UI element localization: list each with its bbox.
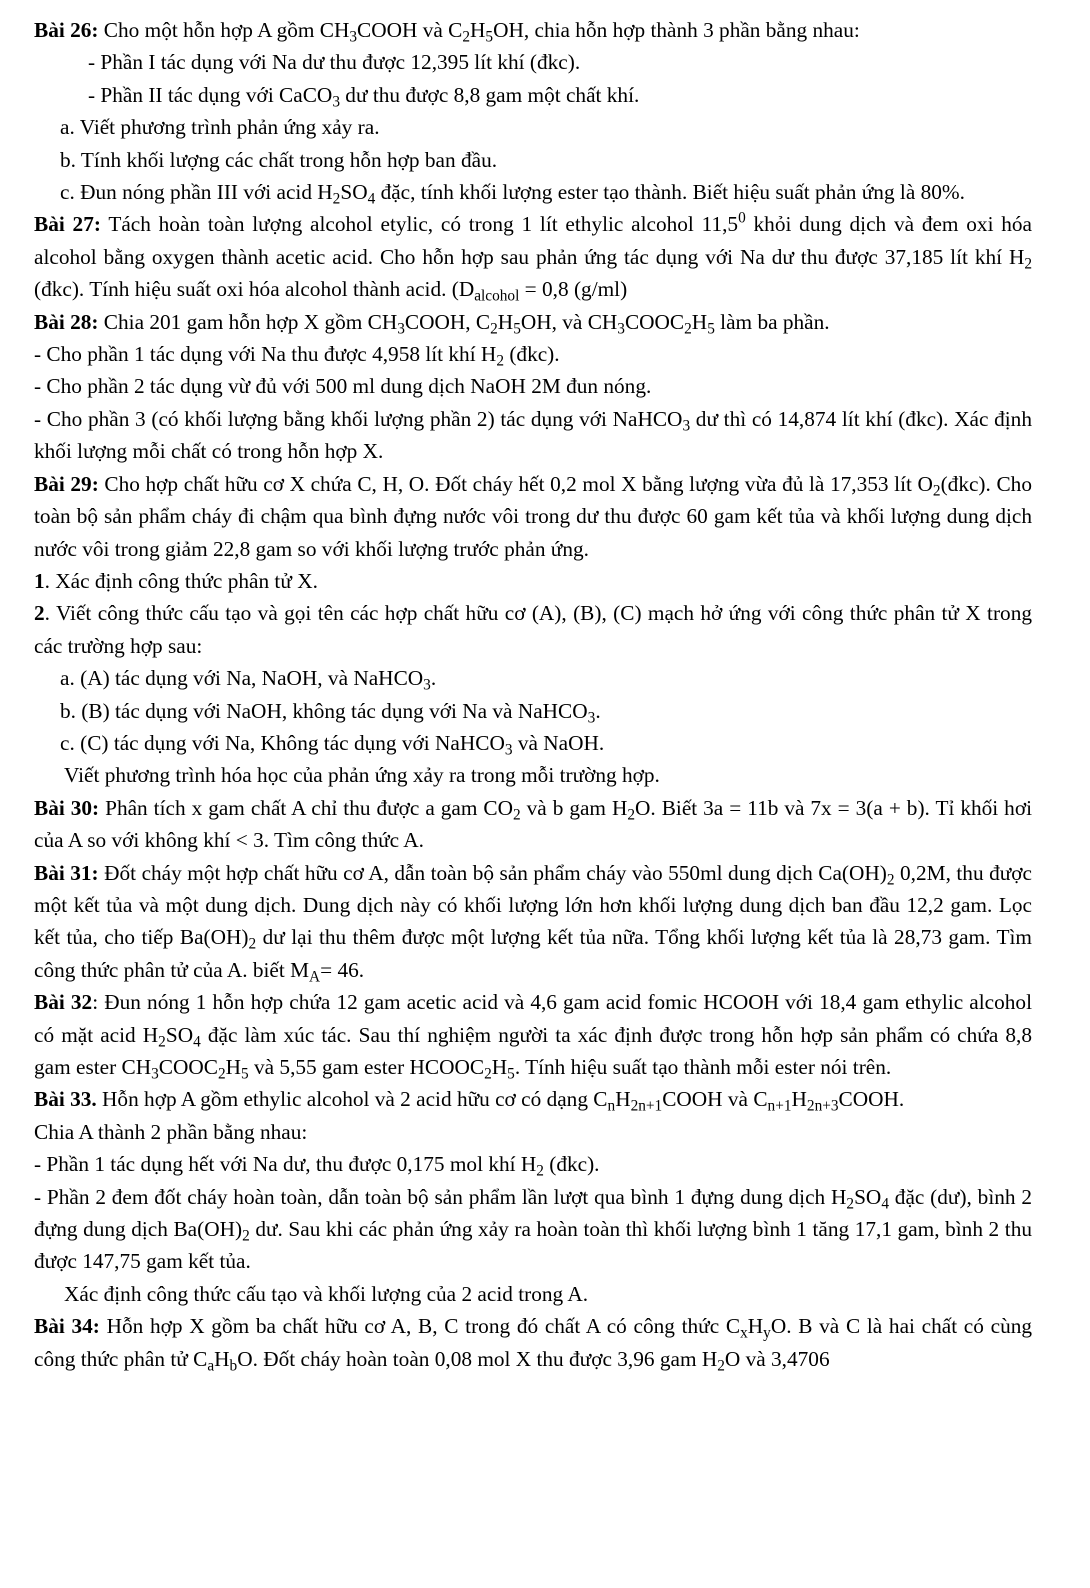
problem-28-intro: Bài 28: Chia 201 gam hỗn hợp X gồm $CH_3COOH$, $C_2H_5OH$, và $CH_3COOC_2H_5$ làm ba phần. xyxy=(34,309,830,337)
problem-31: Bài 31: Đốt cháy một hợp chất hữu cơ A, dẫn toàn bộ sản phẩm cháy vào 550ml dung dịch $Ca(OH)_2$ 0,2M, thu được một kết tủa và một dung dịch. Dung dịch này có khối lượng lớn hơn khối lượng dung dịch ban đầu 12,2 gam. Lọc kết tủa, cho tiếp $Ba(OH)_2$ dư lại thu thêm được một lượng kết tủa nữa. Tổng khối lượng kết tủa là 28,73 gam. Tìm công thức phân tử của A. biết $M_A= 46$. xyxy=(34,860,1032,986)
problem-33-intro: Bài 33. Hỗn hợp A gồm ethylic alcohol và 2 acid hữu cơ có dạng $C_nH_{2n+1}COOH$ và $C_{n+1}H_{2n+3}COOH$. xyxy=(34,1087,905,1115)
problem-32: Bài 32: Đun nóng 1 hỗn hợp chứa 12 gam acetic acid và 4,6 gam acid fomic HCOOH với 18,4 gam ethylic alcohol có mặt acid $H_2SO_4$ đặc làm xúc tác. Sau thí nghiệm người ta xác định được trong hỗn hợp sản phẩm có chứa 8,8 gam ester $CH_3COOC_2H_5$ và 5,55 gam ester $HCOOC_2H_5$. Tính hiệu suất tạo thành mỗi ester nói trên. xyxy=(34,990,1032,1083)
problem-26-label: Bài 26: xyxy=(34,18,99,42)
problem-26-part-2: - Phần II tác dụng với CaCO$_3$ dư thu được 8,8 gam một chất khí. xyxy=(88,82,640,111)
problem-26-question-a: a. Viết phương trình phản ứng xảy ra. xyxy=(60,115,380,140)
problem-33-part-2: - Phần 2 đem đốt cháy hoàn toàn, dẫn toàn bộ sản phẩm lần lượt qua bình 1 đựng dung dịch $H_2SO_4$ đặc (dư), bình 2 đựng dung dịch $Ba(OH)_2$ dư. Sau khi các phản ứng xảy ra hoàn toàn thì khối lượng bình 1 tăng 17,1 gam, bình 2 thu được 147,75 gam kết tủa. xyxy=(34,1184,1033,1274)
problem-29-question-b: b. (B) tác dụng với NaOH, không tác dụng với Na và NaHCO$_3$. xyxy=(60,698,601,726)
problem-27: Bài 27: Tách hoàn toàn lượng alcohol etylic, có trong 1 lít ethylic alcohol 11,5$^0$ khỏi dung dịch và đem oxi hóa alcohol bằng oxygen thành acetic acid. Cho hỗn hợp sau phản ứng tác dụng với Na dư thu được 37,185 lít khí $H_2$ (đkc). Tính hiệu suất oxi hóa alcohol thành acid. ($D_{alcohol} = 0,8$ (g/ml) xyxy=(34,210,1033,305)
problem-33-label: Bài 33. xyxy=(34,1087,97,1112)
problem-33-split: Chia A thành 2 phần bằng nhau: xyxy=(34,1119,308,1144)
problem-26-part-1: - Phần I tác dụng với Na dư thu được 12,395 lít khí (đkc). xyxy=(88,50,581,75)
problem-29-question-a: a. (A) tác dụng với Na, NaOH, và NaHCO$_3$. xyxy=(60,666,437,694)
problem-29-question-c: c. (C) tác dụng với Na, Không tác dụng với NaHCO$_3$ và NaOH. xyxy=(60,730,605,759)
problem-31-label: Bài 31: xyxy=(34,860,99,885)
problem-29-final: Viết phương trình hóa học của phản ứng xảy ra trong mỗi trường hợp. xyxy=(64,763,660,788)
problem-28-line-1: - Cho phần 1 tác dụng với Na thu được 4,958 lít khí $H_2$ (đkc). xyxy=(34,342,560,370)
problem-27-label: Bài 27: xyxy=(34,212,101,237)
problem-28-line-2: - Cho phần 2 tác dụng vừ đủ với 500 ml dung dịch NaOH 2M đun nóng. xyxy=(34,374,652,399)
problem-26-question-b: b. Tính khối lượng các chất trong hỗn hợp ban đầu. xyxy=(60,147,498,172)
problem-30: Bài 30: Phân tích x gam chất A chỉ thu được a gam $CO_2$ và b gam $H_2O$. Biết 3a = 11b và 7x = 3(a + b). Tỉ khối hơi của A so với không khí < 3. Tìm công thức A. xyxy=(34,795,1033,853)
problem-30-label: Bài 30: xyxy=(34,795,100,820)
problem-29: Bài 29: Cho hợp chất hữu cơ X chứa C, H, O. Đốt cháy hết 0,2 mol X bằng lượng vừa đủ là 17,353 lít $O_2(đkc)$. Cho toàn bộ sản phẩm cháy đi chậm qua bình đựng nước vôi trong dư thu được 60 gam kết tủa và khối lượng dung dịch nước vôi trong giảm 22,8 gam so với khối lượng trước phản ứng. xyxy=(34,471,1032,561)
problem-28-label: Bài 28: xyxy=(34,309,99,334)
problem-33-part-1: - Phần 1 tác dụng hết với Na dư, thu được 0,175 mol khí $H_2$ (đkc). xyxy=(34,1152,600,1180)
problem-33-final: Xác định công thức cấu tạo và khối lượng của 2 acid trong A. xyxy=(64,1281,589,1306)
problem-32-label: Bài 32 xyxy=(34,990,93,1015)
problem-29-question-1: 1. Xác định công thức phân tử X. xyxy=(34,568,318,593)
problem-34-label: Bài 34: xyxy=(34,1314,100,1339)
problem-34: Bài 34: Hỗn hợp X gồm ba chất hữu cơ A, B, C trong đó chất A có công thức $C_xH_yO$. B và C là hai chất có cùng công thức phân tử $C_aH_bO$. Đốt cháy hoàn toàn 0,08 mol X thu được 3,96 gam $H_2O$ và 3,4706 xyxy=(34,1314,1033,1374)
problem-29-label: Bài 29: xyxy=(34,471,99,496)
problem-28-line-3: - Cho phần 3 (có khối lượng bằng khối lượng phần 2) tác dụng với NaHCO$_3$ dư thì có 14,874 lít khí (đkc). Xác định khối lượng mỗi chất có trong hỗn hợp X. xyxy=(34,406,1032,464)
problem-29-question-2: 2. Viết công thức cấu tạo và gọi tên các hợp chất hữu cơ (A), (B), (C) mạch hở ứng với công thức phân tử X trong các trường hợp sau: xyxy=(34,601,1032,658)
problem-26-intro: Bài 26: Cho một hỗn hợp A gồm $CH_3COOH$ và $C_2H_5OH$, chia hỗn hợp thành 3 phần bằng nhau: xyxy=(34,18,860,46)
problem-26-question-c: c. Đun nóng phần III với acid $H_2SO_4$ đặc, tính khối lượng ester tạo thành. Biết hiệu suất phản ứng là 80%. xyxy=(60,180,965,208)
